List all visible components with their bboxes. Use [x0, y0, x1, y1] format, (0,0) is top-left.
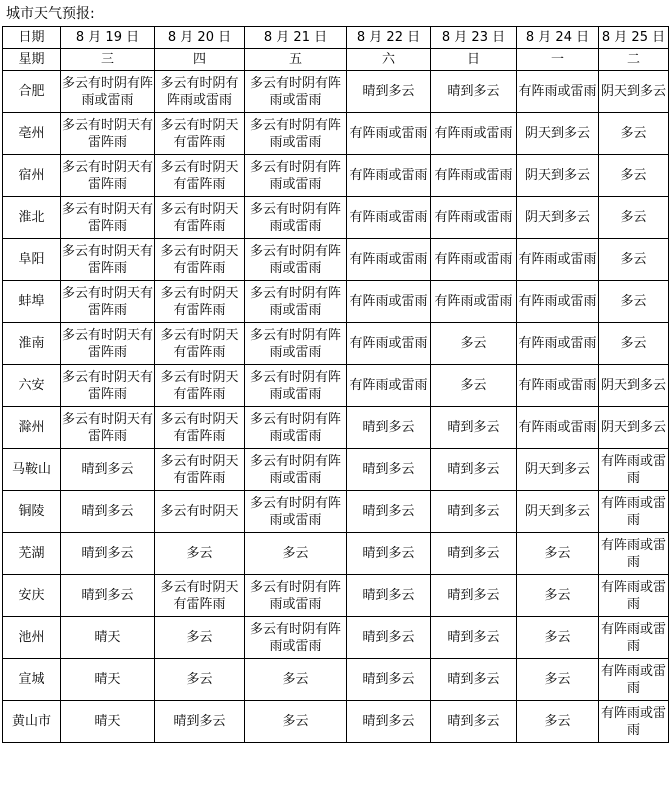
forecast-cell: 有阵雨或雷雨: [431, 281, 517, 323]
city-name-cell: 六安: [3, 365, 61, 407]
date-header-cell: 8 月 22 日: [347, 27, 431, 49]
forecast-cell: 多云: [245, 659, 347, 701]
forecast-cell: 多云有时阴有阵雨或雷雨: [245, 71, 347, 113]
forecast-cell: 晴到多云: [347, 449, 431, 491]
city-name-cell: 池州: [3, 617, 61, 659]
date-header-cell: 8 月 23 日: [431, 27, 517, 49]
table-row: [3, 701, 669, 743]
table-row: [3, 197, 669, 239]
date-header-cell: 8 月 19 日: [61, 27, 155, 49]
city-name-cell: 滁州: [3, 407, 61, 449]
forecast-cell: 有阵雨或雷雨: [517, 71, 599, 113]
weekday-label: 星期: [3, 49, 61, 71]
table-row: [3, 533, 669, 575]
forecast-cell: 晴到多云: [347, 659, 431, 701]
forecast-cell: 阴天到多云: [599, 407, 669, 449]
forecast-cell: 多云有时阴有阵雨或雷雨: [61, 71, 155, 113]
forecast-cell: 晴到多云: [347, 407, 431, 449]
forecast-cell: 多云有时阴有阵雨或雷雨: [245, 113, 347, 155]
forecast-cell: 多云有时阴天有雷阵雨: [155, 323, 245, 365]
forecast-cell: 晴到多云: [155, 701, 245, 743]
city-name-cell: 阜阳: [3, 239, 61, 281]
forecast-cell: 多云: [599, 281, 669, 323]
city-name-cell: 合肥: [3, 71, 61, 113]
city-name-cell: 淮南: [3, 323, 61, 365]
forecast-cell: 晴天: [61, 659, 155, 701]
city-name-cell: 铜陵: [3, 491, 61, 533]
forecast-cell: 阴天到多云: [517, 491, 599, 533]
forecast-cell: 多云: [517, 659, 599, 701]
forecast-cell: 多云有时阴天: [155, 491, 245, 533]
city-name-cell: 宣城: [3, 659, 61, 701]
forecast-cell: 阴天到多云: [517, 197, 599, 239]
forecast-cell: 晴天: [61, 617, 155, 659]
forecast-cell: 多云有时阴天有雷阵雨: [61, 155, 155, 197]
table-row: [3, 575, 669, 617]
forecast-cell: 多云: [599, 197, 669, 239]
forecast-cell: 晴到多云: [347, 575, 431, 617]
page-title: 城市天气预报:: [6, 6, 95, 22]
forecast-cell: 多云: [517, 575, 599, 617]
weekday-row: [3, 49, 669, 71]
forecast-cell: 有阵雨或雷雨: [517, 323, 599, 365]
forecast-cell: 多云有时阴天有雷阵雨: [155, 365, 245, 407]
forecast-cell: 多云: [155, 617, 245, 659]
forecast-cell: 多云: [517, 533, 599, 575]
forecast-cell: 晴到多云: [431, 533, 517, 575]
forecast-cell: 有阵雨或雷雨: [347, 323, 431, 365]
forecast-cell: 晴到多云: [347, 71, 431, 113]
forecast-cell: 多云有时阴有阵雨或雷雨: [245, 239, 347, 281]
forecast-cell: 多云有时阴有阵雨或雷雨: [245, 491, 347, 533]
forecast-cell: 多云: [245, 701, 347, 743]
forecast-cell: 有阵雨或雷雨: [431, 197, 517, 239]
forecast-cell: 多云有时阴天有雷阵雨: [155, 575, 245, 617]
forecast-cell: 多云有时阴天有雷阵雨: [155, 239, 245, 281]
forecast-cell: 多云有时阴天有雷阵雨: [61, 407, 155, 449]
weekday-cell: 三: [61, 49, 155, 71]
forecast-cell: 晴到多云: [431, 407, 517, 449]
city-name-cell: 黄山市: [3, 701, 61, 743]
forecast-cell: 晴到多云: [347, 491, 431, 533]
forecast-cell: 有阵雨或雷雨: [347, 239, 431, 281]
forecast-cell: 多云: [599, 239, 669, 281]
forecast-cell: 有阵雨或雷雨: [599, 659, 669, 701]
forecast-cell: 晴到多云: [347, 533, 431, 575]
city-name-cell: 亳州: [3, 113, 61, 155]
forecast-cell: 多云有时阴天有雷阵雨: [155, 197, 245, 239]
forecast-cell: 有阵雨或雷雨: [599, 701, 669, 743]
forecast-cell: 多云有时阴天有雷阵雨: [61, 239, 155, 281]
forecast-cell: 有阵雨或雷雨: [599, 491, 669, 533]
forecast-cell: 多云有时阴有阵雨或雷雨: [245, 281, 347, 323]
forecast-cell: 有阵雨或雷雨: [347, 281, 431, 323]
forecast-cell: 晴到多云: [61, 533, 155, 575]
forecast-cell: 多云有时阴有阵雨或雷雨: [245, 449, 347, 491]
forecast-cell: 多云有时阴天有雷阵雨: [61, 197, 155, 239]
forecast-cell: 多云有时阴有阵雨或雷雨: [245, 197, 347, 239]
forecast-cell: 多云: [599, 113, 669, 155]
date-header-row: [3, 27, 669, 49]
forecast-cell: 多云: [245, 533, 347, 575]
table-row: [3, 323, 669, 365]
city-name-cell: 安庆: [3, 575, 61, 617]
forecast-cell: 多云: [431, 365, 517, 407]
forecast-cell: 多云有时阴天有雷阵雨: [155, 113, 245, 155]
forecast-cell: 晴到多云: [431, 701, 517, 743]
table-row: [3, 491, 669, 533]
forecast-cell: 多云有时阴有阵雨或雷雨: [245, 323, 347, 365]
table-row: [3, 155, 669, 197]
forecast-table-body: [3, 27, 669, 743]
table-row: [3, 617, 669, 659]
date-header-cell: 8 月 25 日: [599, 27, 669, 49]
date-header-label: 日期: [3, 27, 61, 49]
forecast-cell: 有阵雨或雷雨: [347, 197, 431, 239]
city-name-cell: 蚌埠: [3, 281, 61, 323]
forecast-cell: 多云有时阴有阵雨或雷雨: [245, 155, 347, 197]
forecast-cell: 晴到多云: [431, 449, 517, 491]
forecast-cell: 多云有时阴天有雷阵雨: [61, 113, 155, 155]
forecast-cell: 多云有时阴有阵雨或雷雨: [245, 407, 347, 449]
forecast-cell: 有阵雨或雷雨: [431, 239, 517, 281]
forecast-cell: 阴天到多云: [517, 155, 599, 197]
weekday-cell: 六: [347, 49, 431, 71]
forecast-cell: 多云有时阴天有雷阵雨: [61, 323, 155, 365]
table-row: [3, 659, 669, 701]
forecast-cell: 有阵雨或雷雨: [347, 113, 431, 155]
weekday-cell: 五: [245, 49, 347, 71]
forecast-cell: 有阵雨或雷雨: [431, 113, 517, 155]
forecast-cell: 晴到多云: [431, 659, 517, 701]
forecast-cell: 有阵雨或雷雨: [517, 281, 599, 323]
forecast-cell: 多云有时阴有阵雨或雷雨: [155, 71, 245, 113]
table-row: [3, 281, 669, 323]
forecast-cell: 多云有时阴天有雷阵雨: [155, 281, 245, 323]
city-name-cell: 淮北: [3, 197, 61, 239]
forecast-cell: 有阵雨或雷雨: [599, 617, 669, 659]
table-row: [3, 365, 669, 407]
city-name-cell: 芜湖: [3, 533, 61, 575]
forecast-cell: 多云: [517, 701, 599, 743]
forecast-cell: 晴到多云: [431, 617, 517, 659]
forecast-cell: 多云: [599, 155, 669, 197]
weekday-cell: 一: [517, 49, 599, 71]
forecast-cell: 晴到多云: [431, 71, 517, 113]
table-row: [3, 449, 669, 491]
table-row: [3, 407, 669, 449]
forecast-cell: 有阵雨或雷雨: [599, 449, 669, 491]
table-row: [3, 71, 669, 113]
date-header-cell: 8 月 21 日: [245, 27, 347, 49]
table-row: [3, 239, 669, 281]
forecast-cell: 多云有时阴天有雷阵雨: [155, 449, 245, 491]
date-header-cell: 8 月 20 日: [155, 27, 245, 49]
city-name-cell: 马鞍山: [3, 449, 61, 491]
forecast-cell: 有阵雨或雷雨: [517, 365, 599, 407]
forecast-cell: 阴天到多云: [517, 113, 599, 155]
forecast-cell: 晴到多云: [431, 575, 517, 617]
forecast-cell: 多云有时阴有阵雨或雷雨: [245, 365, 347, 407]
weekday-cell: 日: [431, 49, 517, 71]
city-name-cell: 宿州: [3, 155, 61, 197]
forecast-cell: 有阵雨或雷雨: [347, 155, 431, 197]
forecast-cell: 阴天到多云: [599, 365, 669, 407]
forecast-cell: 多云有时阴天有雷阵雨: [61, 365, 155, 407]
forecast-cell: 晴天: [61, 701, 155, 743]
forecast-cell: 多云有时阴有阵雨或雷雨: [245, 617, 347, 659]
forecast-cell: 有阵雨或雷雨: [599, 533, 669, 575]
forecast-cell: 多云: [517, 617, 599, 659]
forecast-table: [2, 26, 669, 743]
forecast-cell: 晴到多云: [347, 617, 431, 659]
forecast-cell: 有阵雨或雷雨: [517, 239, 599, 281]
forecast-cell: 阴天到多云: [517, 449, 599, 491]
forecast-cell: 多云有时阴有阵雨或雷雨: [245, 575, 347, 617]
weekday-cell: 四: [155, 49, 245, 71]
forecast-cell: 有阵雨或雷雨: [347, 365, 431, 407]
date-header-cell: 8 月 24 日: [517, 27, 599, 49]
forecast-cell: 晴到多云: [431, 491, 517, 533]
table-row: [3, 113, 669, 155]
forecast-cell: 晴到多云: [61, 491, 155, 533]
forecast-cell: 晴到多云: [61, 449, 155, 491]
forecast-cell: 阴天到多云: [599, 71, 669, 113]
forecast-cell: 有阵雨或雷雨: [599, 575, 669, 617]
forecast-cell: 多云有时阴天有雷阵雨: [155, 407, 245, 449]
forecast-cell: 有阵雨或雷雨: [517, 407, 599, 449]
forecast-cell: 多云: [431, 323, 517, 365]
forecast-cell: 多云: [155, 533, 245, 575]
forecast-cell: 有阵雨或雷雨: [431, 155, 517, 197]
forecast-cell: 晴到多云: [347, 701, 431, 743]
forecast-cell: 多云有时阴天有雷阵雨: [61, 281, 155, 323]
weekday-cell: 二: [599, 49, 669, 71]
forecast-cell: 多云: [599, 323, 669, 365]
forecast-cell: 晴到多云: [61, 575, 155, 617]
forecast-cell: 多云: [155, 659, 245, 701]
forecast-cell: 多云有时阴天有雷阵雨: [155, 155, 245, 197]
